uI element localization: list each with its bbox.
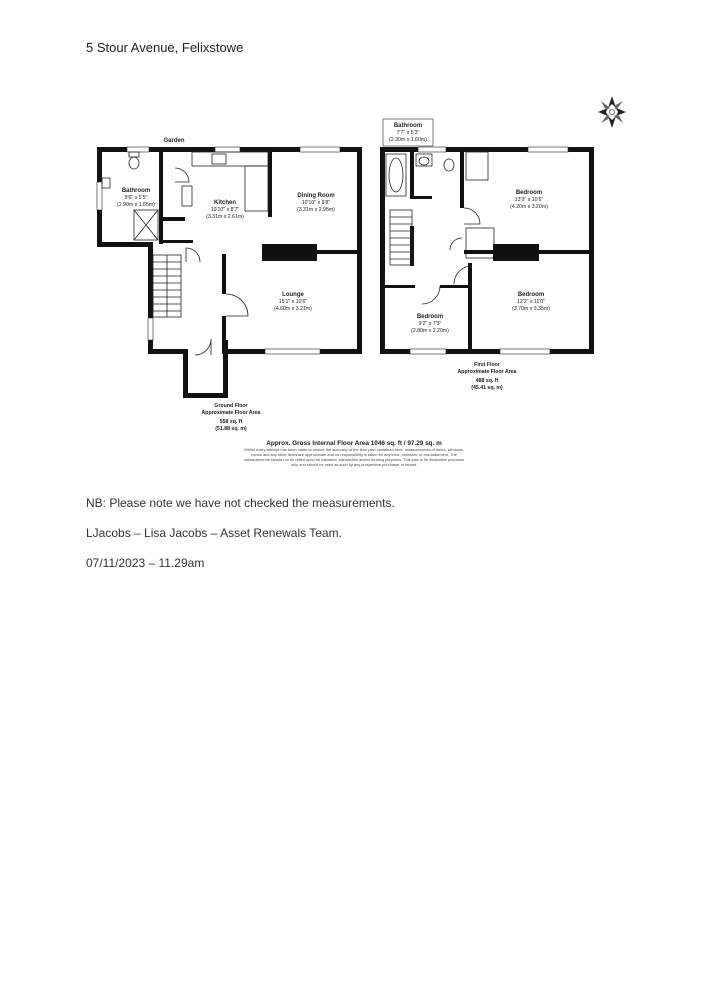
first-bathroom-metric: (2.30m x 1.60m) [389, 137, 427, 143]
ground-area-line4: (51.88 sq. m) [215, 426, 247, 432]
disclaimer-line-2: rooms and any other items are approximate and no responsibility is taken for any error, omission, or mis-statement. The [251, 452, 457, 457]
ground-bathroom-metric: (2.90m x 1.65m) [117, 202, 155, 208]
dining-room-metric: (3.31m x 2.95m) [297, 207, 335, 213]
lounge-metric: (4.60m x 3.21m) [274, 306, 312, 312]
first-stairs [390, 210, 412, 265]
ground-bathroom-name: Bathroom [121, 188, 151, 194]
bedroom-3-name: Bedroom [416, 314, 444, 320]
bedroom-3-imperial: 9'2" x 7'3" [418, 321, 442, 327]
first-area-line2: Approximate Floor Area [457, 369, 517, 375]
bedroom-1-metric: (4.20m x 3.20m) [510, 204, 548, 210]
first-floor-plan [380, 147, 594, 354]
ground-bathroom-imperial: 9'6" x 5'5" [124, 195, 148, 201]
ground-area-line1: Ground Floor [214, 403, 248, 409]
bedroom-1-imperial: 13'9" x 10'6" [514, 197, 544, 203]
bedroom-2-name: Bedroom [517, 292, 545, 298]
garden-label: Garden [163, 138, 185, 144]
ground-stairs [153, 255, 181, 317]
notes-section [86, 496, 395, 586]
gross-area: Approx. Gross Internal Floor Area 1046 sq. ft / 97.29 sq. m [266, 440, 442, 447]
first-area-line1: First Floor [474, 362, 500, 368]
bedroom-3-metric: (2.80m x 2.20m) [411, 328, 449, 334]
ground-area-line2: Approximate Floor Area [201, 410, 261, 416]
property-address: 5 Stour Avenue, Felixstowe [86, 40, 244, 55]
disclaimer-line-4: only and should be used as such by any prospective purchaser or tenant. [290, 462, 418, 467]
kitchen-name: Kitchen [213, 200, 237, 206]
lounge-name: Lounge [282, 292, 304, 298]
kitchen-imperial: 10'10" x 8'7" [210, 207, 240, 213]
author-note: LJacobs – Lisa Jacobs – Asset Renewals Team. [86, 526, 342, 540]
kitchen-metric: (3.31m x 2.61m) [206, 214, 244, 220]
dining-room-imperial: 10'10" x 9'8" [301, 200, 331, 206]
bedroom-2-imperial: 12'2" x 11'0" [516, 299, 546, 305]
first-area-line3: 488 sq. ft [475, 378, 499, 384]
nb-note: NB: Please note we have not checked the measurements. [86, 496, 395, 510]
first-bathroom-name: Bathroom [393, 123, 423, 129]
timestamp-note: 07/11/2023 – 11.29am [86, 556, 205, 570]
disclaimer-line-3: measurements should not be relied upon for valuation, transaction and/or funding purposes. This plan is for illustrative purposes [244, 457, 464, 462]
compass-icon [598, 96, 626, 128]
lounge-imperial: 15'1" x 10'6" [278, 299, 308, 305]
first-bathroom-imperial: 7'7" x 5'3" [396, 130, 420, 136]
ground-floor-plan [97, 147, 362, 398]
bedroom-1-name: Bedroom [515, 190, 543, 196]
dining-room-name: Dining Room [297, 193, 335, 199]
ground-area-line3: 558 sq. ft [219, 419, 243, 425]
first-area-line4: (45.41 sq. m) [471, 385, 503, 391]
bedroom-2-metric: (3.70m x 3.35m) [512, 306, 550, 312]
disclaimer-line-1: Whilst every attempt has been made to ensure the accuracy of the floor plan contained here, measurements of doors, windows, [244, 447, 464, 452]
